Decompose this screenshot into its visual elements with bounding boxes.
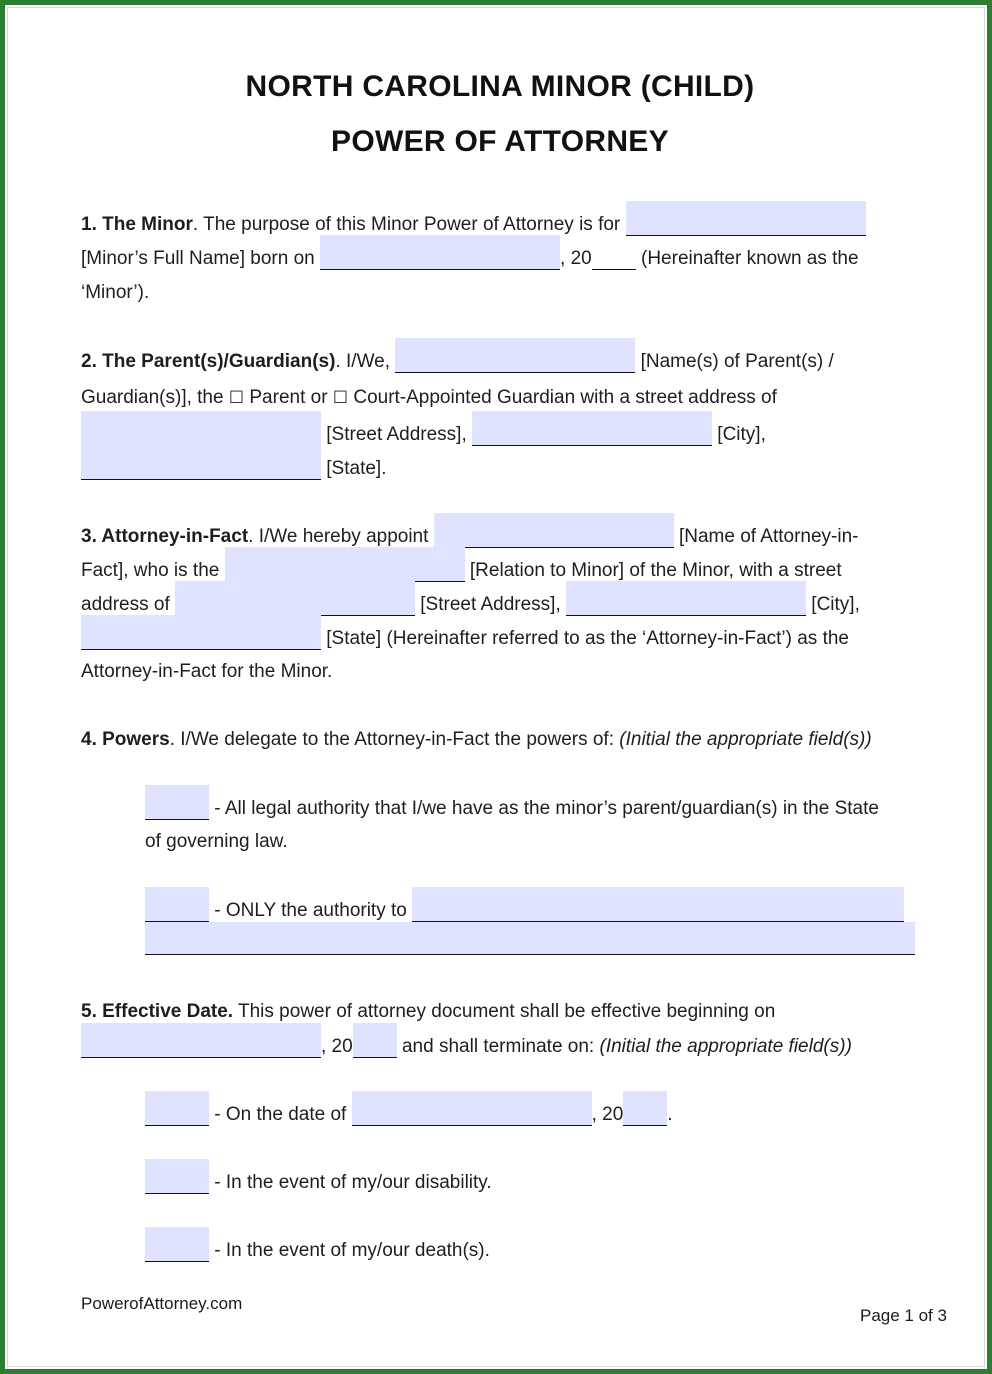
guardian-checkbox[interactable]: ☐ [332, 388, 349, 407]
section5-option1: - On the date of , 20 . [145, 1103, 673, 1126]
minor-birth-year-field[interactable] [592, 249, 636, 270]
parent-state-field[interactable] [81, 445, 321, 480]
section3-line1: 3. Attorney-in-Fact. I/We hereby appoint [Name of Attorney-in- [81, 525, 858, 548]
disability-initial-field[interactable] [145, 1159, 209, 1194]
section4-option2-line1: - ONLY the authority to [145, 899, 904, 922]
section3-line2: Fact], who is the [Relation to Minor] of the Minor, with a street [81, 559, 842, 582]
section5-option3: - In the event of my/our death(s). [145, 1239, 490, 1262]
section4-heading: 4. Powers [81, 729, 170, 750]
section3-line4: [State] (Hereinafter referred to as the ‘Attorney-in-Fact’) as the [81, 627, 849, 650]
section4-option1-line2: of governing law. [145, 831, 288, 852]
limited-authority-initial-field[interactable] [145, 887, 209, 922]
section2-line1: 2. The Parent(s)/Guardian(s). I/We, [Name(s) of Parent(s) / [81, 350, 834, 373]
section1-line2: [Minor’s Full Name] born on , 20 (Hereinafter known as the [81, 247, 859, 270]
section4-line1: 4. Powers. I/We delegate to the Attorney-in-Fact the powers of: (Initial the appropriate field(s)) [81, 729, 872, 750]
section5-line2: , 20 and shall terminate on: (Initial the appropriate field(s)) [81, 1035, 852, 1058]
terminate-date-field[interactable] [352, 1091, 592, 1126]
section5-option2: - In the event of my/our disability. [145, 1171, 492, 1194]
section5-line1: 5. Effective Date. This power of attorney document shall be effective beginning on [81, 1001, 776, 1022]
minor-full-name-field[interactable] [626, 201, 866, 236]
terminate-year-field[interactable] [623, 1091, 667, 1126]
limited-authority-description-field[interactable] [412, 887, 904, 922]
relation-to-minor-field[interactable] [225, 547, 465, 582]
document-title-line1: NORTH CAROLINA MINOR (CHILD) [245, 70, 755, 103]
death-initial-field[interactable] [145, 1227, 209, 1262]
attorney-street-field[interactable] [175, 581, 415, 616]
effective-year-field[interactable] [353, 1023, 397, 1058]
attorney-state-field[interactable] [81, 615, 321, 650]
section5-heading: 5. Effective Date. [81, 1001, 234, 1022]
parent-checkbox[interactable]: ☐ [228, 388, 245, 407]
section3-heading: 3. Attorney-in-Fact [81, 526, 249, 547]
section2-line2: Guardian(s)], the ☐ Parent or ☐ Court-Appointed Guardian with a street address of [81, 387, 777, 408]
section5-instruction: (Initial the appropriate field(s)) [599, 1036, 852, 1057]
footer-brand: PowerofAttorney.com [81, 1294, 243, 1313]
section3-line5: Attorney-in-Fact for the Minor. [81, 661, 333, 682]
section1-line1: 1. The Minor. The purpose of this Minor Power of Attorney is for [81, 213, 866, 236]
attorney-name-field[interactable] [434, 513, 674, 548]
parent-names-field[interactable] [395, 338, 635, 373]
effective-date-field[interactable] [81, 1023, 321, 1058]
section3-line3: address of [Street Address], [City], [81, 593, 860, 616]
section2-line4: [State]. [81, 457, 386, 480]
all-authority-initial-field[interactable] [145, 785, 209, 820]
section2-heading: 2. The Parent(s)/Guardian(s) [81, 351, 336, 372]
parent-street-field[interactable] [81, 411, 321, 446]
parent-city-field[interactable] [472, 411, 712, 446]
section1-line3: ‘Minor’). [81, 282, 150, 303]
section1-heading: 1. The Minor [81, 214, 193, 235]
section2-line3: [Street Address], [City], [81, 423, 766, 446]
page-number: Page 1 of 3 [860, 1306, 947, 1325]
attorney-city-field[interactable] [566, 581, 806, 616]
limited-authority-description-field-line2[interactable] [145, 922, 915, 955]
terminate-date-initial-field[interactable] [145, 1091, 209, 1126]
document-title-line2: POWER OF ATTORNEY [331, 125, 669, 158]
section4-option1-line1: - All legal authority that I/we have as the minor’s parent/guardian(s) in the State [145, 797, 879, 820]
section4-instruction: (Initial the appropriate field(s)) [619, 729, 872, 750]
minor-birth-date-field[interactable] [320, 235, 560, 270]
